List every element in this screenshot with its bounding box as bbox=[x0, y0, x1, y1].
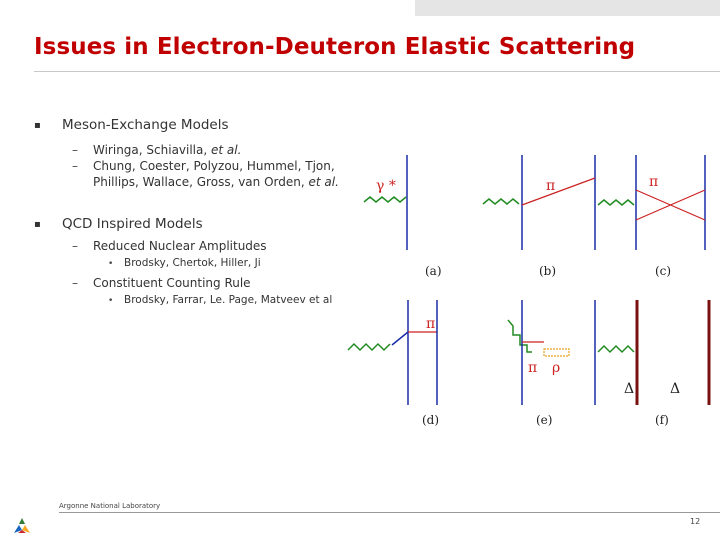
diagram-a bbox=[364, 155, 407, 250]
slide-title: Issues in Electron-Deuteron Elastic Scattering bbox=[34, 34, 636, 60]
top-gray-bar bbox=[415, 0, 720, 16]
sub-bullet-reduced-amplitudes: Reduced Nuclear Amplitudes bbox=[93, 239, 267, 253]
footer-divider bbox=[59, 512, 720, 513]
gamma-label: γ * bbox=[376, 178, 396, 194]
pi-label: π bbox=[546, 178, 556, 194]
caption-d: (d) bbox=[422, 413, 440, 427]
rho-label: ρ bbox=[552, 360, 561, 376]
diagram-e bbox=[508, 300, 595, 405]
diagram-d bbox=[348, 300, 437, 405]
photon-line bbox=[598, 200, 634, 205]
title-divider bbox=[34, 71, 720, 72]
bullet-meson-exchange: Meson-Exchange Models bbox=[62, 117, 229, 133]
pi-label: π bbox=[426, 316, 436, 332]
dash-icon: – bbox=[72, 143, 78, 157]
diagram-c bbox=[598, 155, 705, 250]
sub-bullet-wiringa: Wiringa, Schiavilla, et al. bbox=[93, 143, 242, 157]
sub-bullet-counting-rule: Constituent Counting Rule bbox=[93, 276, 251, 290]
photon-line bbox=[364, 197, 406, 202]
caption-f: (f) bbox=[655, 413, 669, 427]
caption-b: (b) bbox=[539, 264, 557, 278]
bullet-square-icon: ▪ bbox=[34, 120, 41, 131]
caption-e: (e) bbox=[536, 413, 553, 427]
nucleon-line bbox=[392, 332, 408, 345]
bullet-qcd-inspired: QCD Inspired Models bbox=[62, 216, 203, 232]
delta-label-left: Δ bbox=[624, 381, 635, 397]
photon-line bbox=[508, 320, 532, 352]
rho-exchange-box bbox=[544, 349, 569, 356]
photon-line bbox=[348, 344, 390, 350]
footer-lab-name: Argonne National Laboratory bbox=[59, 502, 161, 510]
photon-line bbox=[598, 346, 634, 352]
photon-line bbox=[483, 199, 519, 204]
dash-icon: – bbox=[72, 239, 78, 253]
pi-label: π bbox=[649, 174, 659, 190]
dash-icon: – bbox=[72, 276, 78, 290]
ref-brodsky-chertok: Brodsky, Chertok, Hiller, Ji bbox=[124, 257, 261, 269]
caption-c: (c) bbox=[655, 264, 672, 278]
bullet-square-icon: ▪ bbox=[34, 219, 41, 230]
ref-brodsky-farrar: Brodsky, Farrar, Le. Page, Matveev et al bbox=[124, 294, 333, 306]
page-number: 12 bbox=[690, 517, 701, 526]
diagram-b bbox=[483, 155, 595, 250]
pion-exchange-line bbox=[522, 178, 595, 205]
dot-icon: • bbox=[108, 296, 114, 306]
argonne-logo-icon bbox=[12, 516, 32, 536]
pi-label: π bbox=[528, 360, 538, 376]
feynman-diagrams bbox=[340, 150, 720, 440]
delta-label-right: Δ bbox=[670, 381, 681, 397]
sub-bullet-chung: Chung, Coester, Polyzou, Hummel, Tjon, Phillips, Wallace, Gross, van Orden, et al. bbox=[93, 159, 339, 189]
dot-icon: • bbox=[108, 259, 114, 269]
dash-icon: – bbox=[72, 159, 78, 173]
caption-a: (a) bbox=[425, 264, 442, 278]
diagram-f bbox=[598, 300, 709, 405]
